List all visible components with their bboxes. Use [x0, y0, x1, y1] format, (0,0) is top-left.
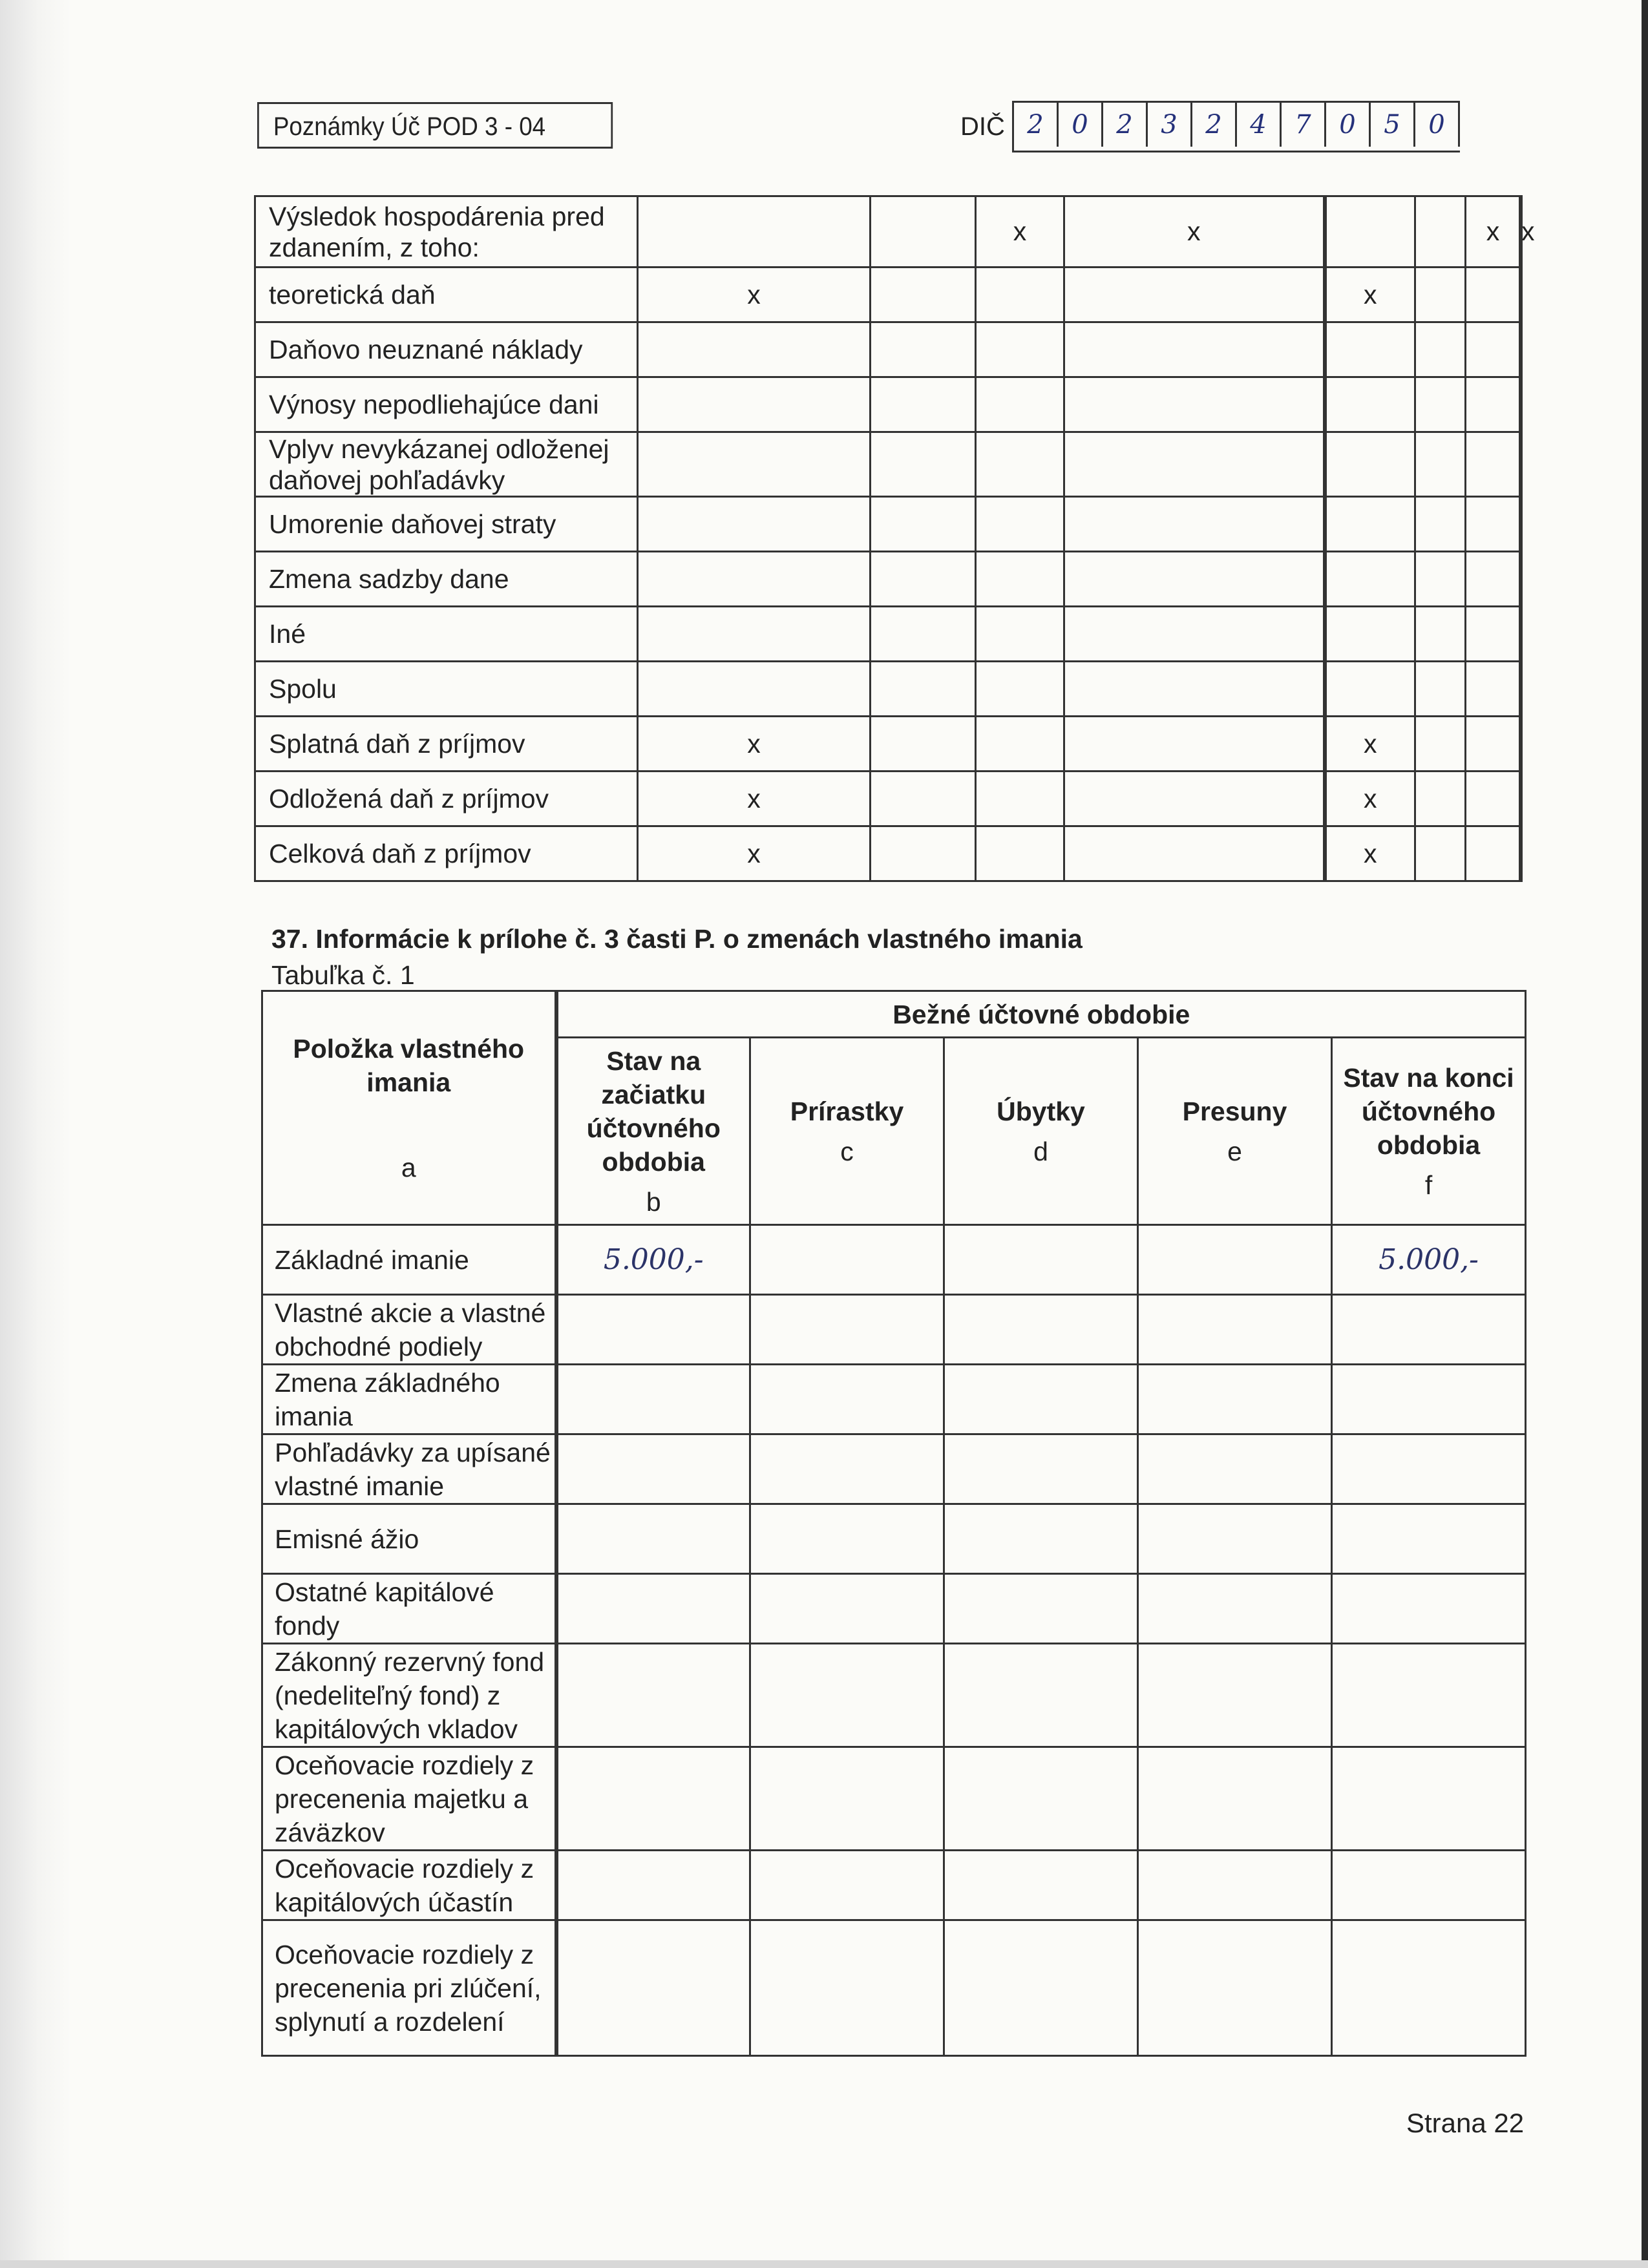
tax-cell — [976, 552, 1064, 607]
tax-cell — [1466, 717, 1521, 772]
equity-cell — [750, 1365, 944, 1434]
header-item-label: Položka vlastného imania — [293, 1033, 525, 1097]
tax-cell — [976, 268, 1064, 322]
tax-cell — [638, 322, 871, 377]
header-column — [750, 1038, 944, 1225]
equity-row-label: Oceňovacie rozdiely z kapitálových účastín — [262, 1851, 556, 1920]
equity-cell — [1332, 1644, 1526, 1747]
equity-cell: 5.000,- — [1332, 1225, 1526, 1295]
tax-cell — [976, 497, 1064, 552]
tax-cell — [1415, 322, 1466, 377]
equity-cell — [556, 1920, 750, 2056]
equity-cell — [944, 1295, 1138, 1365]
equity-cell — [1138, 1851, 1332, 1920]
tax-cell — [1415, 826, 1466, 881]
tax-cell — [1064, 826, 1325, 881]
tax-cell — [976, 717, 1064, 772]
equity-cell — [556, 1295, 750, 1365]
tax-cell: x — [976, 196, 1064, 268]
tax-cell: x — [1325, 826, 1415, 881]
tax-table-row — [255, 662, 1521, 717]
equity-cell — [750, 1920, 944, 2056]
dic-field — [1012, 101, 1460, 152]
header-column-letter: e — [1227, 1136, 1242, 1166]
tax-cell — [871, 322, 976, 377]
equity-table-row — [262, 1434, 1526, 1504]
tax-row-label: Výsledok hospodárenia pred zdanením, z toho: — [255, 196, 638, 268]
tax-table-row — [255, 497, 1521, 552]
equity-cell — [1138, 1225, 1332, 1295]
equity-cell — [1138, 1574, 1332, 1644]
dic-digit: 4 — [1237, 103, 1282, 147]
equity-cell — [556, 1574, 750, 1644]
tax-cell — [871, 772, 976, 826]
tax-cell — [1064, 607, 1325, 662]
page-number: Strana 22 — [1406, 2108, 1525, 2138]
equity-cell — [1138, 1504, 1332, 1574]
tax-cell — [1325, 662, 1415, 717]
header-column — [1332, 1038, 1526, 1225]
tax-cell — [976, 607, 1064, 662]
equity-row-label: Oceňovacie rozdiely z precenenia majetku a záväzkov — [262, 1747, 556, 1851]
equity-row-label: Oceňovacie rozdiely z precenenia pri zlúčení, splynutí a rozdelení — [262, 1920, 556, 2056]
tax-row-label: teoretická daň — [255, 268, 638, 322]
tax-cell — [1064, 662, 1325, 717]
dic-digit: 0 — [1326, 103, 1371, 147]
dic-digit: 0 — [1415, 103, 1460, 147]
tax-row-label: Spolu — [255, 662, 638, 717]
tax-table-row — [255, 552, 1521, 607]
tax-cell — [1466, 662, 1521, 717]
tax-cell — [871, 196, 976, 268]
equity-cell — [1332, 1920, 1526, 2056]
tax-cell: x — [1325, 772, 1415, 826]
dic-digit: 7 — [1282, 103, 1326, 147]
equity-cell — [944, 1574, 1138, 1644]
equity-cell — [556, 1434, 750, 1504]
tax-cell — [1415, 772, 1466, 826]
tax-cell — [1466, 607, 1521, 662]
equity-cell — [1332, 1295, 1526, 1365]
equity-cell — [1332, 1574, 1526, 1644]
tax-cell — [976, 377, 1064, 432]
tax-cell — [976, 826, 1064, 881]
tax-cell — [871, 826, 976, 881]
tax-cell — [1466, 552, 1521, 607]
tax-cell — [1325, 377, 1415, 432]
tax-table-row — [255, 322, 1521, 377]
tax-cell — [1466, 322, 1521, 377]
dic-label: DIČ — [960, 112, 1005, 141]
equity-row-label: Zmena základného imania — [262, 1365, 556, 1434]
tax-cell: x — [638, 772, 871, 826]
tax-cell — [638, 377, 871, 432]
tax-table-row: Výsledok hospodárenia pred zdanením, z toho: x x x x — [255, 196, 1521, 268]
equity-row-label: Pohľadávky za upísané vlastné imanie — [262, 1434, 556, 1504]
equity-cell — [944, 1225, 1138, 1295]
equity-cell — [944, 1434, 1138, 1504]
equity-row-label: Emisné ážio — [262, 1504, 556, 1574]
tax-cell — [638, 552, 871, 607]
tax-table-row — [255, 432, 1521, 497]
equity-cell — [1138, 1365, 1332, 1434]
equity-cell — [944, 1504, 1138, 1574]
tax-cell — [1415, 268, 1466, 322]
tax-cell — [1064, 322, 1325, 377]
equity-cell — [556, 1644, 750, 1747]
tax-cell — [1415, 607, 1466, 662]
tax-cell: x — [638, 268, 871, 322]
tax-cell — [1466, 772, 1521, 826]
tax-cell — [1415, 497, 1466, 552]
equity-changes-table — [261, 990, 1527, 2057]
tax-table-row — [255, 772, 1521, 826]
tax-cell — [1325, 497, 1415, 552]
tax-cell — [1325, 607, 1415, 662]
form-label: Poznámky Úč POD 3 - 04 — [273, 112, 546, 141]
header-column-label: Prírastky — [790, 1096, 904, 1126]
tax-cell — [1064, 377, 1325, 432]
tax-cell — [1064, 552, 1325, 607]
header-column-label: Stav na konci účtovného obdobia — [1343, 1062, 1514, 1160]
tax-row-label: Daňovo neuznané náklady — [255, 322, 638, 377]
equity-table-row — [262, 1920, 1526, 2056]
equity-cell — [944, 1920, 1138, 2056]
dic-digit: 3 — [1148, 103, 1192, 147]
equity-table-row — [262, 1574, 1526, 1644]
header-column-label: Presuny — [1182, 1096, 1287, 1126]
dic-digit: 0 — [1059, 103, 1103, 147]
tax-table-row — [255, 717, 1521, 772]
equity-cell — [556, 1504, 750, 1574]
dic-digit: 2 — [1014, 103, 1059, 147]
equity-cell — [1332, 1504, 1526, 1574]
header-column — [1138, 1038, 1332, 1225]
tax-cell — [1466, 377, 1521, 432]
equity-cell — [1138, 1434, 1332, 1504]
scan-bottom-edge — [0, 2260, 1648, 2268]
equity-cell — [750, 1851, 944, 1920]
header-column — [944, 1038, 1138, 1225]
equity-cell — [1138, 1295, 1332, 1365]
tax-cell — [638, 196, 871, 268]
tax-row-label: Celková daň z príjmov — [255, 826, 638, 881]
tax-cell — [1325, 432, 1415, 497]
tax-cell — [1415, 196, 1466, 268]
tax-table-row — [255, 607, 1521, 662]
dic-digit: 2 — [1192, 103, 1237, 147]
header-column-label: Úbytky — [997, 1096, 1085, 1126]
tax-cell — [1415, 432, 1466, 497]
tax-cell — [1325, 552, 1415, 607]
tax-cell — [1064, 772, 1325, 826]
header-column-label: Stav na začiatku účtovného obdobia — [586, 1045, 721, 1177]
equity-table-row — [262, 1225, 1526, 1295]
header-item-letter: a — [401, 1152, 416, 1182]
equity-cell: 5.000,- — [556, 1225, 750, 1295]
tax-cell — [871, 377, 976, 432]
scan-right-edge — [1642, 0, 1648, 2268]
header-column-letter: b — [646, 1186, 661, 1217]
header-column-letter: d — [1033, 1136, 1048, 1166]
equity-cell — [1138, 1920, 1332, 2056]
header-period: Bežné účtovné obdobie — [556, 991, 1526, 1038]
equity-row-label: Základné imanie — [262, 1225, 556, 1295]
tax-cell — [1415, 717, 1466, 772]
table-label: Tabuľka č. 1 — [271, 960, 415, 990]
tax-row-label: Iné — [255, 607, 638, 662]
header-column-letter: f — [1424, 1170, 1433, 1200]
equity-cell — [944, 1644, 1138, 1747]
tax-cell — [638, 432, 871, 497]
tax-cell: x — [1325, 268, 1415, 322]
tax-table-row — [255, 377, 1521, 432]
tax-cell — [871, 497, 976, 552]
equity-cell — [944, 1851, 1138, 1920]
equity-cell — [1332, 1434, 1526, 1504]
form-label-box — [257, 102, 613, 149]
equity-cell — [750, 1504, 944, 1574]
tax-cell — [871, 717, 976, 772]
tax-cell — [1466, 268, 1521, 322]
tax-cell — [1325, 322, 1415, 377]
equity-cell — [556, 1851, 750, 1920]
equity-table-row — [262, 1365, 1526, 1434]
tax-cell — [871, 432, 976, 497]
equity-cell — [750, 1747, 944, 1851]
tax-cell — [871, 607, 976, 662]
tax-row-label: Odložená daň z príjmov — [255, 772, 638, 826]
tax-cell — [871, 268, 976, 322]
tax-cell: x — [1466, 196, 1521, 268]
tax-row-label: Splatná daň z príjmov — [255, 717, 638, 772]
tax-cell — [1466, 432, 1521, 497]
tax-row-label: Zmena sadzby dane — [255, 552, 638, 607]
dic-digit: 2 — [1103, 103, 1148, 147]
tax-cell — [1415, 377, 1466, 432]
equity-table-row — [262, 1851, 1526, 1920]
tax-cell — [871, 662, 976, 717]
tax-cell — [638, 662, 871, 717]
tax-cell — [871, 552, 976, 607]
tax-cell — [976, 772, 1064, 826]
equity-cell — [944, 1747, 1138, 1851]
equity-cell — [1332, 1747, 1526, 1851]
equity-cell — [556, 1747, 750, 1851]
tax-table-row — [255, 826, 1521, 881]
equity-cell — [1332, 1851, 1526, 1920]
tax-cell: x — [1325, 717, 1415, 772]
tax-cell — [1064, 717, 1325, 772]
equity-row-label: Vlastné akcie a vlastné obchodné podiely — [262, 1295, 556, 1365]
tax-cell — [1325, 196, 1415, 268]
tax-cell — [1064, 497, 1325, 552]
tax-cell — [1415, 662, 1466, 717]
equity-cell — [750, 1644, 944, 1747]
tax-cell — [1466, 826, 1521, 881]
equity-table-row — [262, 1295, 1526, 1365]
dic-digit: 5 — [1371, 103, 1415, 147]
equity-table-row — [262, 1747, 1526, 1851]
tax-cell — [1466, 497, 1521, 552]
header-item — [262, 991, 556, 1225]
tax-cell: x — [638, 826, 871, 881]
equity-cell — [944, 1365, 1138, 1434]
tax-cell: x — [638, 717, 871, 772]
tax-cell — [1064, 268, 1325, 322]
tax-cell — [1064, 432, 1325, 497]
tax-cell — [976, 662, 1064, 717]
equity-cell — [1138, 1747, 1332, 1851]
equity-row-label: Zákonný rezervný fond (nedeliteľný fond) z kapitálových vkladov — [262, 1644, 556, 1747]
equity-cell — [750, 1434, 944, 1504]
header-column-letter: c — [840, 1136, 854, 1166]
header-column — [556, 1038, 750, 1225]
equity-cell — [556, 1365, 750, 1434]
tax-cell: x — [1064, 196, 1325, 268]
tax-cell — [976, 322, 1064, 377]
scan-left-edge — [0, 0, 71, 2268]
equity-cell — [750, 1225, 944, 1295]
section-title: 37. Informácie k prílohe č. 3 časti P. o zmenách vlastného imania — [271, 924, 1083, 954]
tax-row-label: Vplyv nevykázanej odloženej daňovej pohľadávky — [255, 432, 638, 497]
equity-cell — [750, 1574, 944, 1644]
tax-row-label: Výnosy nepodliehajúce dani — [255, 377, 638, 432]
equity-table-row — [262, 1504, 1526, 1574]
equity-cell — [1138, 1644, 1332, 1747]
equity-row-label: Ostatné kapitálové fondy — [262, 1574, 556, 1644]
equity-cell — [750, 1295, 944, 1365]
tax-cell — [638, 497, 871, 552]
tax-table-row — [255, 268, 1521, 322]
equity-cell — [1332, 1365, 1526, 1434]
tax-reconciliation-table — [254, 195, 1535, 882]
tax-cell — [976, 432, 1064, 497]
tax-cell — [638, 607, 871, 662]
tax-cell — [1415, 552, 1466, 607]
equity-table-row — [262, 1644, 1526, 1747]
tax-row-label: Umorenie daňovej straty — [255, 497, 638, 552]
